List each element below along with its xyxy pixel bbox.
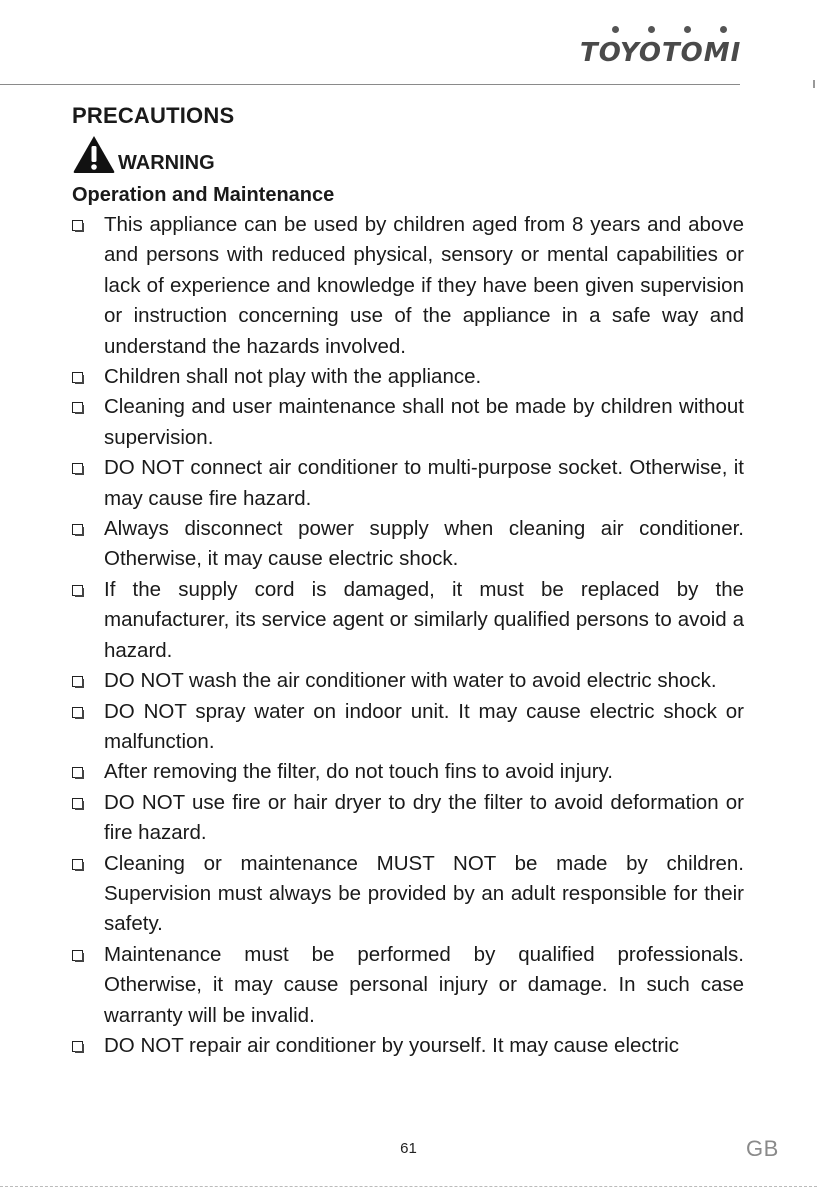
list-item-text: After removing the filter, do not touch fins to avoid injury. [104, 760, 613, 784]
header-rule [0, 84, 740, 85]
checkbox-icon [72, 402, 83, 413]
checkbox-icon [72, 798, 83, 809]
list-item [72, 362, 744, 392]
checkbox-icon [72, 1041, 83, 1052]
checkbox-icon [72, 524, 83, 535]
list-item [72, 453, 744, 514]
list-item-text: Maintenance must be performed by qualified professionals. Otherwise, it may cause personal injury or damage. In such case warranty will be invalid. [104, 942, 744, 1027]
list-item-text: Cleaning or maintenance MUST NOT be made by children. Supervision must always be provided by an adult responsible for their safety. [104, 851, 744, 936]
checkbox-icon [72, 220, 83, 231]
section-heading: Operation and Maintenance [72, 184, 335, 206]
list-item-text: DO NOT spray water on indoor unit. It may cause electric shock or malfunction. [104, 699, 744, 753]
list-item [72, 757, 744, 787]
checkbox-icon [72, 859, 83, 870]
checkbox-icon [72, 707, 83, 718]
list-item-text: DO NOT wash the air conditioner with water to avoid electric shock. [104, 669, 717, 693]
logo-text: TOYOTOMI [580, 38, 742, 68]
list-item-text: DO NOT connect air conditioner to multi-purpose socket. Otherwise, it may cause fire hazard. [104, 456, 744, 510]
list-item-text: Children shall not play with the appliance. [104, 365, 482, 389]
checkbox-icon [72, 676, 83, 687]
list-item-text: This appliance can be used by children aged from 8 years and above and persons with reduced physical, sensory or mental capabilities or lack of experience and knowledge if they have been given supervision or instruction concerning use of the appliance in a safe way and understand the hazards involved. [104, 213, 744, 358]
list-item [72, 575, 744, 666]
list-item [72, 940, 744, 1031]
list-item-text: Cleaning and user maintenance shall not be made by children without supervision. [104, 395, 744, 449]
list-item [72, 1031, 744, 1061]
list-item [72, 392, 744, 453]
checkbox-icon [72, 767, 83, 778]
page-number: 61 [400, 1140, 417, 1157]
page-title: PRECAUTIONS [72, 103, 235, 128]
list-item-text: Always disconnect power supply when cleaning air conditioner. Otherwise, it may cause electric shock. [104, 517, 744, 571]
checkbox-icon [72, 463, 83, 474]
checkbox-icon [72, 950, 83, 961]
logo-dots [610, 26, 740, 36]
list-item-text: DO NOT use fire or hair dryer to dry the filter to avoid deformation or fire hazard. [104, 790, 744, 845]
checkbox-icon [72, 585, 83, 596]
brand-logo [580, 26, 740, 70]
list-item [72, 697, 744, 758]
list-item [72, 849, 744, 940]
checkbox-icon [72, 372, 83, 383]
edge-mark [813, 80, 815, 88]
precautions-list [72, 210, 744, 1061]
warning-triangle-icon [72, 134, 116, 174]
list-item-text: DO NOT repair air conditioner by yourself. It may cause electric [104, 1033, 679, 1057]
list-item [72, 666, 744, 696]
language-code: GB [746, 1136, 779, 1161]
warning-label: WARNING [118, 152, 215, 174]
list-item [72, 514, 744, 575]
list-item [72, 788, 744, 849]
list-item-text: If the supply cord is damaged, it must be replaced by the manufacturer, its service agent or similarly qualified persons to avoid a hazard. [104, 577, 744, 662]
list-item [72, 210, 744, 362]
footer-rule [0, 1186, 817, 1187]
